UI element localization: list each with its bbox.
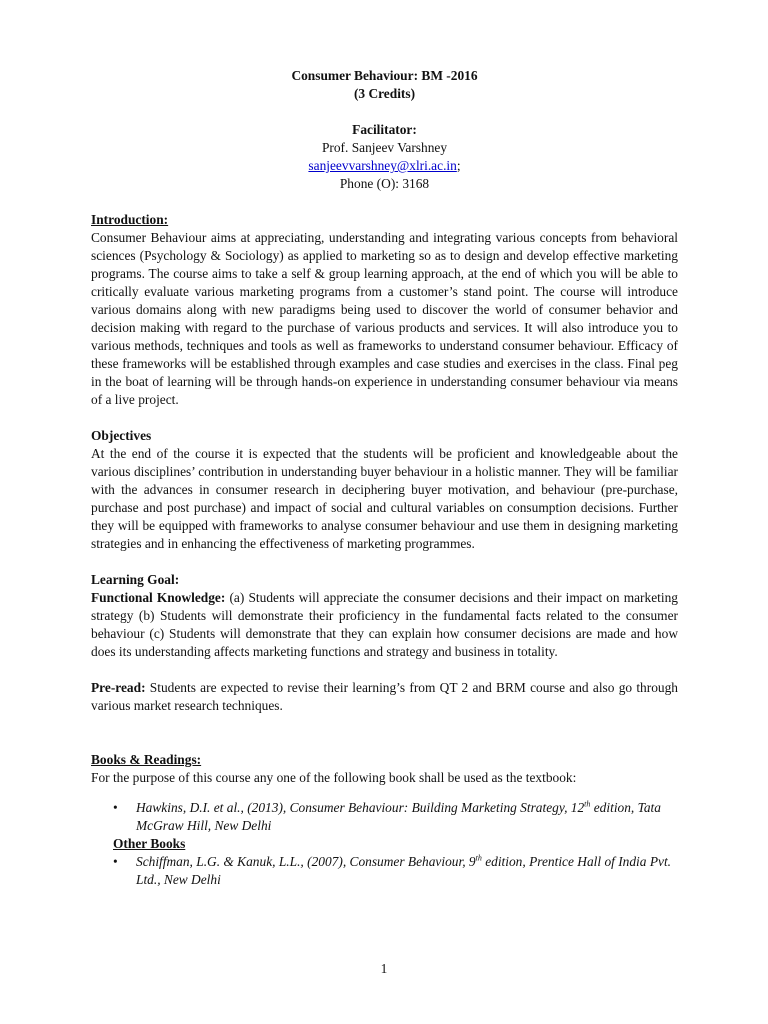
bullet-icon: •	[113, 854, 118, 869]
textbook-edition-sup: th	[584, 799, 591, 809]
functional-knowledge-label: Functional Knowledge:	[91, 590, 226, 605]
textbook-citation: Hawkins, D.I. et al., (2013), Consumer Behaviour: Building Marketing Strategy, 12	[136, 800, 585, 815]
learning-goal-text: (a) Students will appreciate the consumer decisions and their impact on marketing strategy (b) Students will demonstrate their proficiency in the fundamental facts related to the consumer behaviour (c) Students will demonstrate that they can explain how consumer decisions are made and how does its understanding affects marketing functions and strategy and business in totality.	[91, 590, 678, 659]
page-number: 1	[380, 961, 388, 976]
objectives-text: At the end of the course it is expected that the students will be proficient and knowledgeable about the various disciplines’ contribution in understanding buyer behaviour in a holistic manner. They will be familiar with the advances in consumer research in deciphering buyer motivation, and behaviour (pre-purchase, purchase and post purchase) and impact of social and cultural variables on consumption decisions. Further they will be equipped with frameworks to analyse consumer behaviour and use them in designing marketing strategies and in enhancing the effectiveness of marketing programmes.	[91, 446, 678, 551]
pre-read-paragraph	[91, 679, 678, 715]
list-item	[91, 853, 678, 889]
facilitator-email-line	[91, 157, 678, 175]
introduction-section	[91, 211, 678, 409]
facilitator-email-link[interactable]: sanjeevvarshney@xlri.ac.in	[308, 158, 457, 173]
learning-goal-paragraph	[91, 589, 678, 661]
other-book-edition-sup: th	[475, 853, 482, 863]
course-title-block	[91, 67, 678, 103]
objectives-section	[91, 427, 678, 553]
other-book-citation: Schiffman, L.G. & Kanuk, L.L., (2007), Consumer Behaviour, 9	[136, 854, 476, 869]
course-credits: (3 Credits)	[353, 86, 416, 101]
other-books-heading: Other Books	[113, 836, 186, 851]
books-heading: Books & Readings:	[91, 752, 202, 767]
introduction-heading: Introduction:	[91, 212, 169, 227]
other-books-list	[91, 853, 678, 889]
pre-read-text: Students are expected to revise their learning’s from QT 2 and BRM course and also go through various market research techniques.	[91, 680, 678, 713]
books-intro: For the purpose of this course any one of the following book shall be used as the textbook:	[91, 770, 577, 785]
books-section	[91, 751, 678, 889]
bullet-icon: •	[113, 800, 118, 815]
learning-goal-heading: Learning Goal:	[91, 572, 180, 587]
pre-read-label: Pre-read:	[91, 680, 146, 695]
facilitator-block	[91, 121, 678, 193]
list-item	[91, 799, 678, 835]
introduction-text: Consumer Behaviour aims at appreciating, understanding and integrating various concepts from behavioral sciences (Psychology & Sociology) as applied to marketing so as to design and develop effective marketing programs. The course aims to take a self & group learning approach, at the end of which you will be able to critically evaluate various marketing programs from a customer’s stand point. The course will introduce various domains along with new paradigms being used to discover the world of consumer behavior and decision making with regard to the purchase of various products and services. It will also introduce you to various methods, techniques and tools as well as frameworks to understand consumer behaviour. Efficacy of these frameworks will be established through examples and case studies and exercises in the class. Final peg in the boat of learning will be through hands-on experience in understanding consumer behaviour via means of a live project.	[91, 230, 678, 407]
facilitator-label: Facilitator:	[352, 122, 417, 137]
objectives-heading: Objectives	[91, 428, 152, 443]
email-suffix: ;	[456, 158, 461, 173]
reading-list	[91, 799, 678, 835]
pre-read-section	[91, 679, 678, 715]
other-book-citation-end: edition, Prentice Hall of India Pvt. Ltd., New Delhi	[136, 854, 672, 887]
facilitator-name: Prof. Sanjeev Varshney	[321, 140, 448, 155]
textbook-citation-end: edition, Tata McGraw Hill, New Delhi	[136, 800, 661, 833]
facilitator-phone: Phone (O): 3168	[339, 176, 430, 191]
learning-goal-section	[91, 571, 678, 661]
course-title: Consumer Behaviour: BM -2016	[291, 68, 478, 83]
document-page	[91, 58, 678, 889]
